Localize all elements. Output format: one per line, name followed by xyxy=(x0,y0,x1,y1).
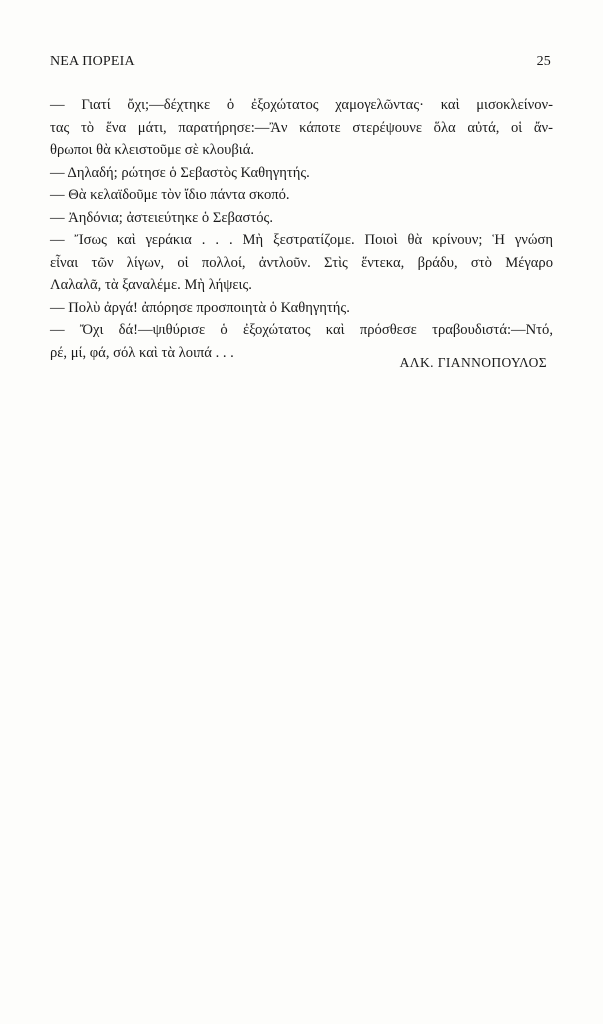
running-title: ΝΕΑ ΠΟΡΕΙΑ xyxy=(50,54,135,69)
text-line: — Θὰ κελαϊδοῦμε τὸν ἴδιο πάντα σκοπό. xyxy=(50,187,290,203)
text-line: εἶναι τῶν λίγων, οἱ πολλοί, ἀντλοῦν. Στὶς ἕντεκα, βράδυ, στὸ Μέγαρο xyxy=(50,254,553,271)
page-number: 25 xyxy=(536,54,551,69)
text-line: — Ἀηδόνια; ἀστειεύτηκε ὁ Σεβαστός. xyxy=(50,209,273,226)
text-line: ρέ, μί, φά, σόλ καὶ τὰ λοιπά . . . xyxy=(50,344,234,361)
text-line: — Δηλαδή; ρώτησε ὁ Σεβαστὸς Καθηγητής. xyxy=(50,164,310,181)
text-line: — Ἴσως καὶ γεράκια . . . Μὴ ξεστρατίζομε. Ποιοὶ θὰ κρίνουν; Ἡ γνώση xyxy=(50,232,553,248)
text-line: — Πολὺ ἀργά! ἀπόρησε προσποιητὰ ὁ Καθηγητής. xyxy=(50,299,350,316)
text-line: θρωποι θὰ κλειστοῦμε σὲ κλουβιά. xyxy=(50,142,254,158)
text-line: τας τὸ ἕνα μάτι, παρατήρησε:—Ἂν κάποτε στερέψουνε ὅλα αὐτά, οἱ ἄν- xyxy=(50,119,553,136)
text-line: — Γιατί ὄχι;—δέχτηκε ὁ ἐξοχώτατος χαμογελῶντας· καὶ μισοκλείνον- xyxy=(50,97,553,113)
page-header xyxy=(50,54,553,74)
author-signature: ΑΛΚ. ΓΙΑΝΝΟΠΟΥΛΟΣ xyxy=(399,355,547,370)
text-line: — Ὄχι δά!—ψιθύρισε ὁ ἐξοχώτατος καὶ πρόσθεσε τραβουδιστά:—Ντό, xyxy=(50,322,553,338)
text-line: Λαλαλᾶ, τὰ ξαναλέμε. Μὴ λήψεις. xyxy=(50,277,252,293)
dialogue-text xyxy=(50,94,553,364)
